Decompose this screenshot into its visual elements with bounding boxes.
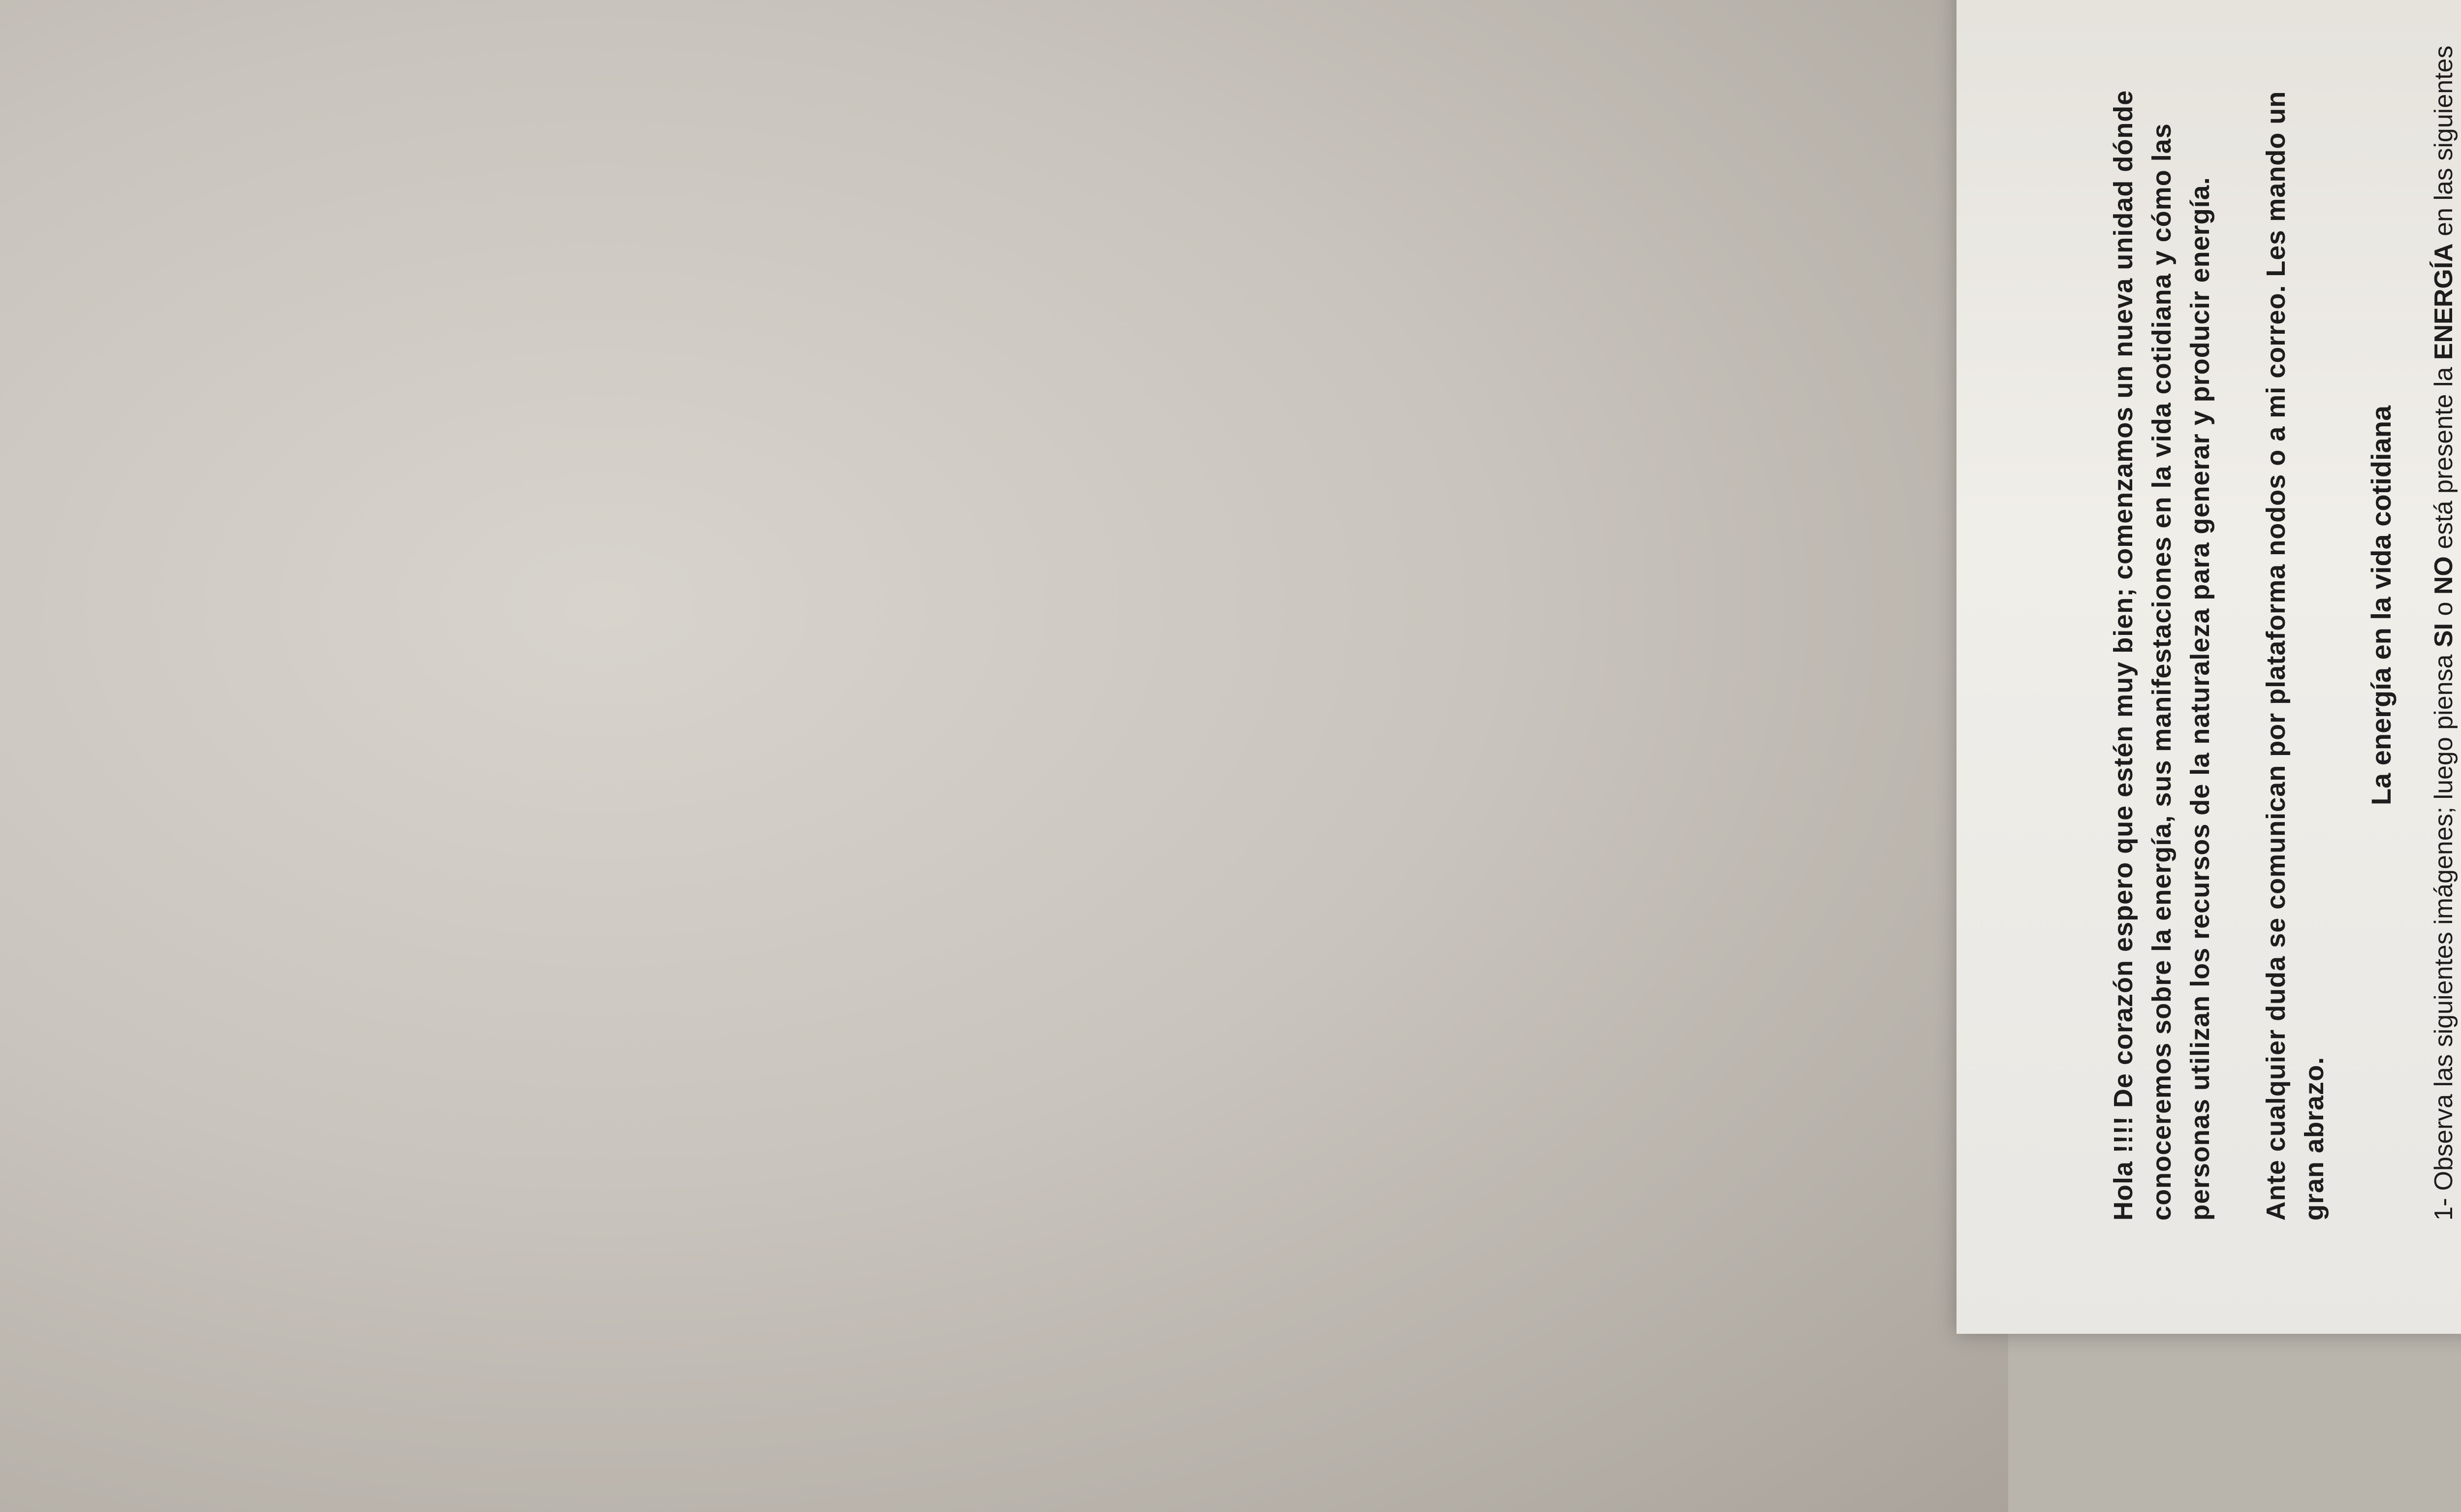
q1-si: SI	[2429, 623, 2458, 648]
q1-text-suffix: en las siguientes	[2429, 45, 2458, 236]
question-1	[2419, 0, 2461, 1221]
section-title: La energía en la vida cotidiana	[2366, 405, 2397, 806]
q1-text-prefix: 1- Observa las siguientes imágenes; luego piensa	[2429, 647, 2458, 1221]
intro-contact-paragraph: Ante cualquier duda se comunican por plataforma nodos o a mi correo. Les mando un gran abrazo.	[2261, 91, 2329, 1221]
worksheet-page	[1956, 0, 2461, 1334]
intro-paragraph: Hola !!!! De corazón espero que estén muy bien; comenzamos un nueva unidad dónde conoceremos sobre la energía, sus manifestaciones en la vida cotidiana y cómo las personas utilizan los recursos de la naturaleza para generar y producir energía.	[2109, 90, 2215, 1221]
q1-text-o: o	[2429, 595, 2458, 623]
q1-text-middle: está presente la	[2429, 360, 2458, 557]
q1-no: NO	[2429, 556, 2458, 595]
q1-energia: ENERGÍA	[2429, 243, 2458, 360]
